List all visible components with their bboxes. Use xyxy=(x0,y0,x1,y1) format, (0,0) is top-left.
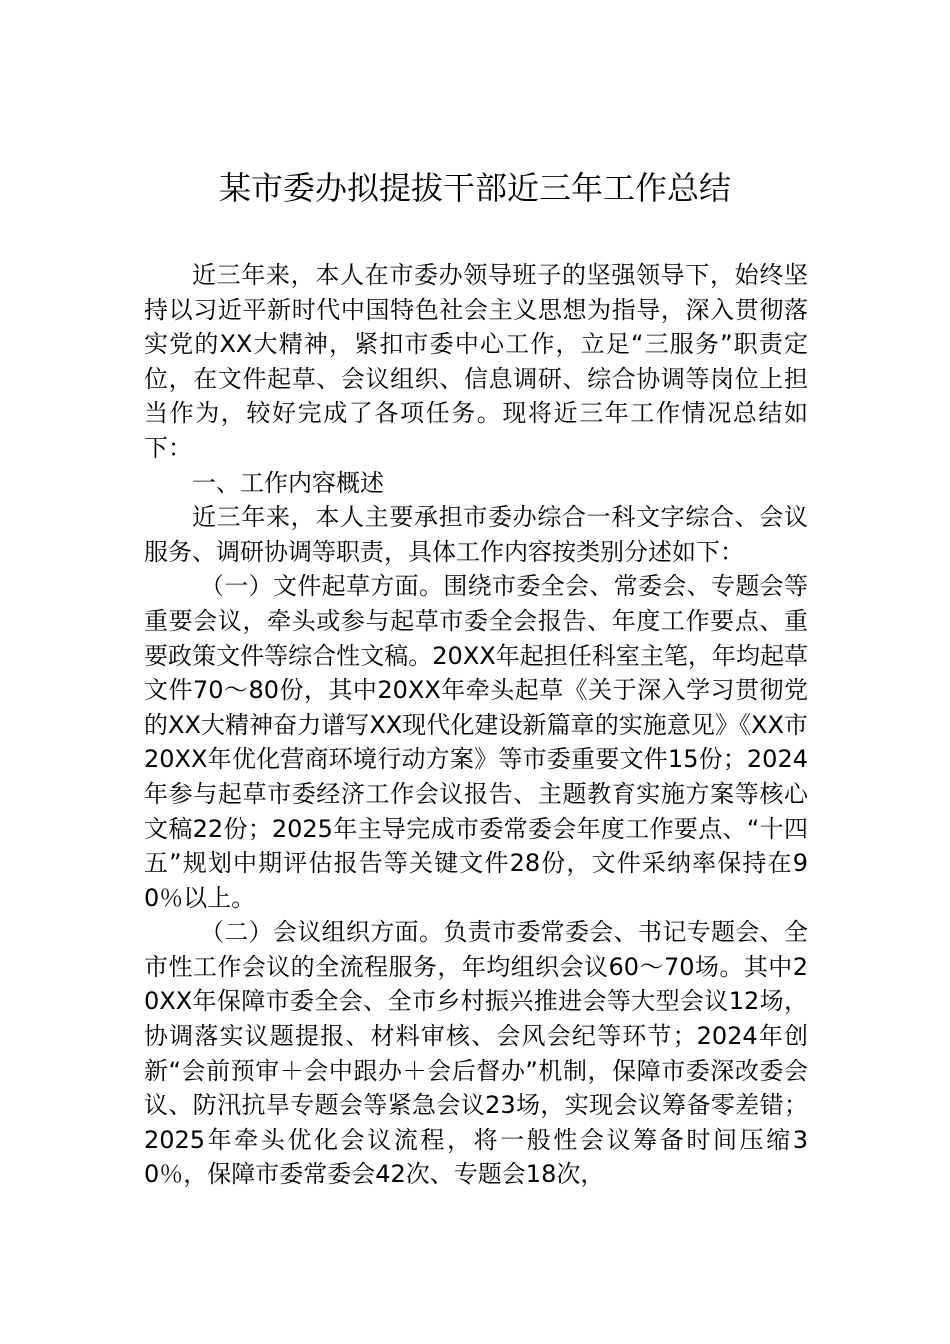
intro-paragraph: 近三年来，本人在市委办领导班子的坚强领导下，始终坚持以习近平新时代中国特色社会主义思想为指导，深入贯彻落实党的XX大精神，紧扣市委中心工作，立足“三服务”职责定位，在文件起草、会议组织、信息调研、综合协调等岗位上担当作为，较好完成了各项任务。现将近三年工作情况总结如下： xyxy=(144,261,808,462)
document-drafting-paragraph: （一）文件起草方面。围绕市委全会、常委会、专题会等重要会议，牵头或参与起草市委全会报告、年度工作要点、重要政策文件等综合性文稿。20XX年起担任科室主笔，年均起草文件70～80份，其中20XX年牵头起草《关于深入学习贯彻党的XX大精神奋力谱写XX现代化建设新篇章的实施意见》《XX市20XX年优化营商环境行动方案》等市委重要文件15份；2024年参与起草市委经济工作会议报告、主题教育实施方案等核心文稿22份；2025年主导完成市委常委会年度工作要点、“十四五”规划中期评估报告等关键文件28份，文件采纳率保持在90％以上。 xyxy=(144,572,808,912)
overview-paragraph: 近三年来，本人主要承担市委办综合一科文字综合、会议服务、调研协调等职责，具体工作内容按类别分述如下： xyxy=(144,503,808,566)
document-body xyxy=(144,258,808,1192)
meeting-organization-paragraph: （二）会议组织方面。负责市委常委会、书记专题会、全市性工作会议的全流程服务，年均组织会议60～70场。其中20XX年保障市委全会、全市乡村振兴推进会等大型会议12场，协调落实议题提报、材料审核、会风会纪等环节；2024年创新“会前预审＋会中跟办＋会后督办”机制，保障市委深改委会议、防汛抗旱专题会等紧急会议23场，实现会议筹备零差错；2025年牵头优化会议流程，将一般性会议筹备时间压缩30％，保障市委常委会42次、专题会18次， xyxy=(144,918,808,1189)
document-title: 某市委办拟提拔干部近三年工作总结 xyxy=(218,169,731,207)
section-heading-work-overview: 一、工作内容概述 xyxy=(192,468,384,497)
